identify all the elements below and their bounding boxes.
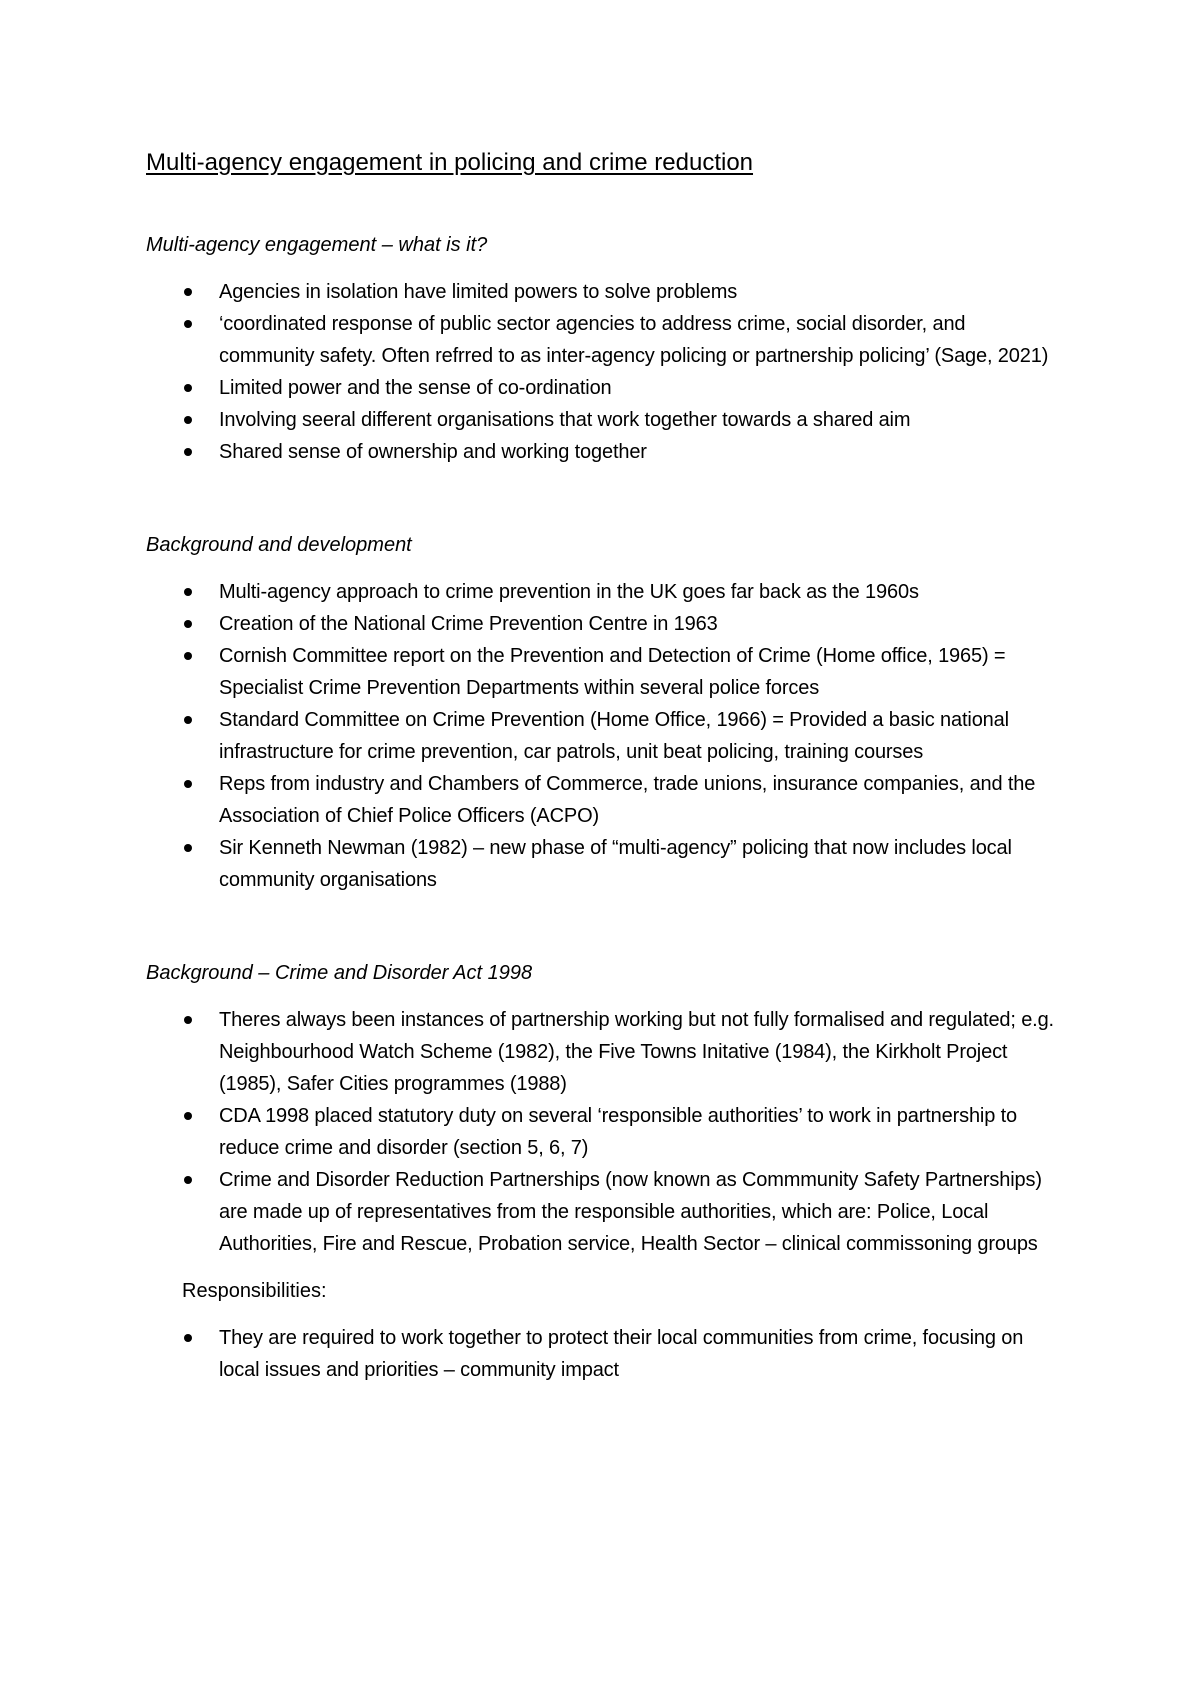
bullet-list-responsibilities (146, 1322, 1066, 1386)
section-heading-crime-disorder-act: Background – Crime and Disorder Act 1998 (146, 962, 533, 984)
list-item: Standard Committee on Crime Prevention (Home Office, 1966) = Provided a basic national infrastructure for crime prevention, car patrols, unit beat policing, training courses (146, 704, 1066, 768)
list-item: Theres always been instances of partnership working but not fully formalised and regulated; e.g. Neighbourhood Watch Scheme (1982), the Five Towns Initative (1984), the Kirkholt Project (1985), Safer Cities programmes (1988) (146, 1004, 1066, 1100)
bullet-list-background-development (146, 576, 1066, 896)
section-heading-what-is-it: Multi-agency engagement – what is it? (146, 234, 488, 256)
list-item: CDA 1998 placed statutory duty on several ‘responsible authorities’ to work in partnership to reduce crime and disorder (section 5, 6, 7) (146, 1100, 1066, 1164)
list-item: Multi-agency approach to crime prevention in the UK goes far back as the 1960s (146, 576, 1066, 608)
bullet-list-crime-disorder-act (146, 1004, 1066, 1260)
document-title: Multi-agency engagement in policing and crime reduction (146, 149, 754, 176)
responsibilities-heading: Responsibilities: (182, 1280, 327, 1302)
list-item: Creation of the National Crime Prevention Centre in 1963 (146, 608, 1066, 640)
list-item: ‘coordinated response of public sector agencies to address crime, social disorder, and community safety. Often refrred to as inter-agency policing or partnership policing’ (Sage, 2021) (146, 308, 1066, 372)
list-item: Agencies in isolation have limited powers to solve problems (146, 276, 1066, 308)
list-item: Crime and Disorder Reduction Partnerships (now known as Commmunity Safety Partnerships) are made up of representatives from the responsible authorities, which are: Police, Local Authorities, Fire and Rescue, Probation service, Health Sector – clinical commissoning groups (146, 1164, 1066, 1260)
list-item: Reps from industry and Chambers of Commerce, trade unions, insurance companies, and the Association of Chief Police Officers (ACPO) (146, 768, 1066, 832)
list-item: Cornish Committee report on the Prevention and Detection of Crime (Home office, 1965) = Specialist Crime Prevention Departments within several police forces (146, 640, 1066, 704)
list-item: Involving seeral different organisations that work together towards a shared aim (146, 404, 1066, 436)
list-item: Limited power and the sense of co-ordination (146, 372, 1066, 404)
list-item: They are required to work together to protect their local communities from crime, focusing on local issues and priorities – community impact (146, 1322, 1066, 1386)
document-page (146, 146, 1066, 1386)
bullet-list-what-is-it (146, 276, 1066, 468)
list-item: Shared sense of ownership and working together (146, 436, 1066, 468)
section-heading-background-development: Background and development (146, 534, 412, 556)
list-item: Sir Kenneth Newman (1982) – new phase of “multi-agency” policing that now includes local community organisations (146, 832, 1066, 896)
